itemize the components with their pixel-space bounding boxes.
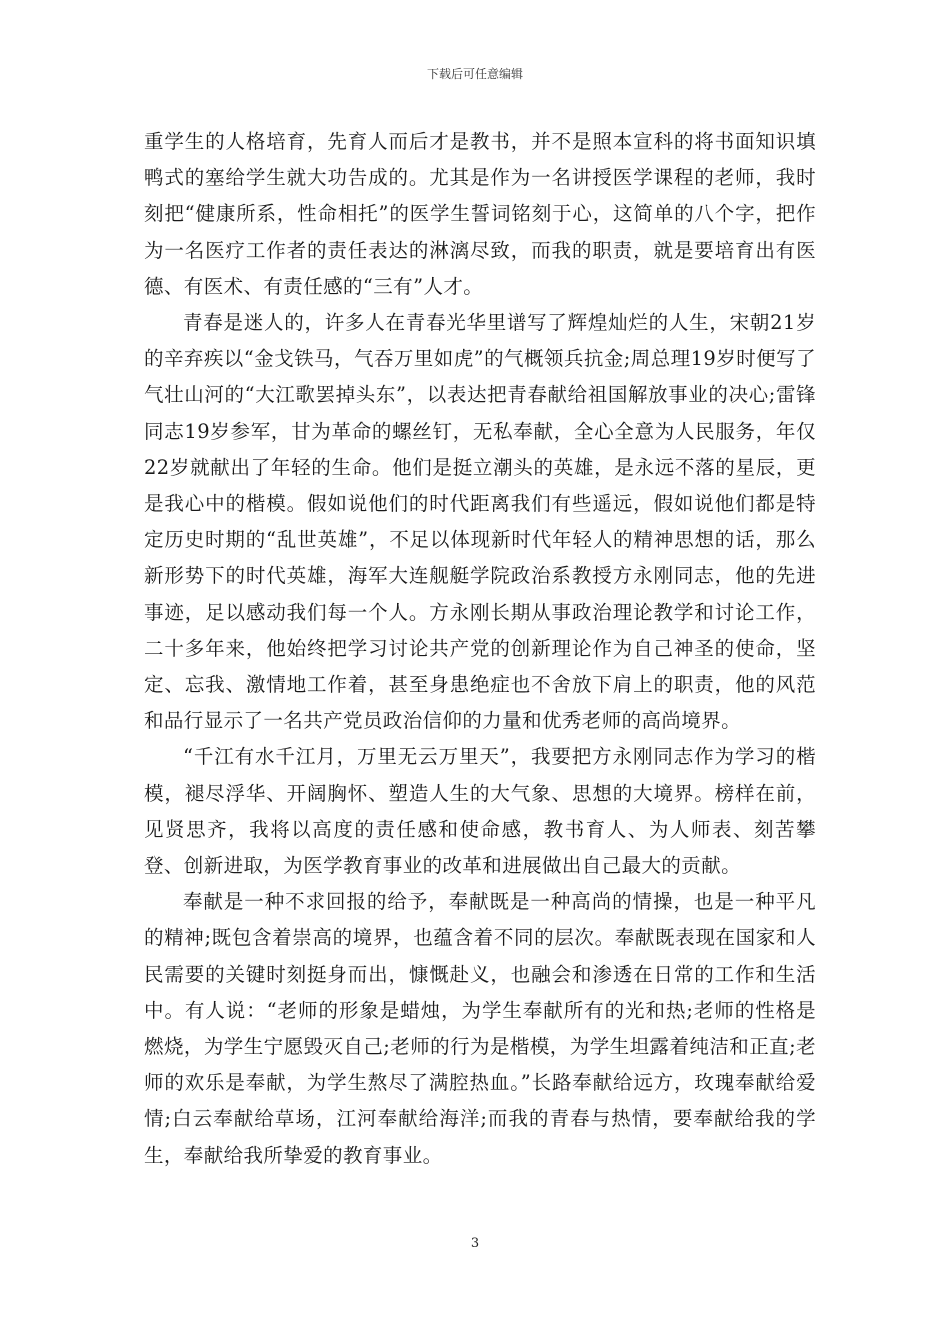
paragraph-youth-heroes: 青春是迷人的，许多人在青春光华里谱写了辉煌灿烂的人生，宋朝21岁的辛弃疾以“金戈铁马，气吞万里如虎”的气概领兵抗金;周总理19岁时便写了气壮山河的“大江歌罢掉头东”，以表达把青春献给祖国解放事业的决心;雷锋同志19岁参军，甘为革命的螺丝钉，无私奉献，全心全意为人民服务，年仅22岁就献出了年轻的生命。他们是挺立潮头的英雄，是永远不落的星辰，更是我心中的楷模。假如说他们的时代距离我们有些遥远，假如说他们都是特定历史时期的“乱世英雄”，不足以体现新时代年轻人的精神思想的话，那么新形势下的时代英雄，海军大连舰艇学院政治系教授方永刚同志，他的先进事迹，足以感动我们每一个人。方永刚长期从事政治理论教学和讨论工作，二十多年来，他始终把学习讨论共产党的创新理论作为自己神圣的使命，坚定、忘我、激情地工作着，甚至身患绝症也不舍放下肩上的职责，他的风范和品行显示了一名共产党员政治信仰的力量和优秀老师的高尚境界。 <box>144 311 816 733</box>
paragraph-continued: 重学生的人格培育，先育人而后才是教书，并不是照本宣科的将书面知识填鸭式的塞给学生就大功告成的。尤其是作为一名讲授医学课程的老师，我时刻把“健康所系，性命相托”的医学生誓词铭刻于心，这简单的八个字，把作为一名医疗工作者的责任表达的淋漓尽致，而我的职责，就是要培育出有医德、有医术、有责任感的“三有”人才。 <box>144 130 816 298</box>
paragraph-role-model: “千江有水千江月，万里无云万里天”，我要把方永刚同志作为学习的楷模，褪尽浮华、开阔胸怀、塑造人生的大气象、思想的大境界。榜样在前，见贤思齐，我将以高度的责任感和使命感，教书育人、为人师表、刻苦攀登、创新进取，为医学教育事业的改革和进展做出自己最大的贡献。 <box>144 745 816 878</box>
page-header: 下载后可任意编辑 <box>426 67 523 81</box>
page-number: 3 <box>470 1236 480 1251</box>
document-body <box>144 124 816 1174</box>
paragraph-dedication: 奉献是一种不求回报的给予，奉献既是一种高尚的情操，也是一种平凡的精神;既包含着崇高的境界，也蕴含着不同的层次。奉献既表现在国家和人民需要的关键时刻挺身而出，慷慨赴义，也融会和渗透在日常的工作和生活中。有人说：“老师的形象是蜡烛，为学生奉献所有的光和热;老师的性格是燃烧，为学生宁愿毁灭自己;老师的行为是楷模，为学生坦露着纯洁和正直;老师的欢乐是奉献，为学生熬尽了满腔热血。”长路奉献给远方，玫瑰奉献给爱情;白云奉献给草场，江河奉献给海洋;而我的青春与热情，要奉献给我的学生，奉献给我所挚爱的教育事业。 <box>144 890 816 1167</box>
